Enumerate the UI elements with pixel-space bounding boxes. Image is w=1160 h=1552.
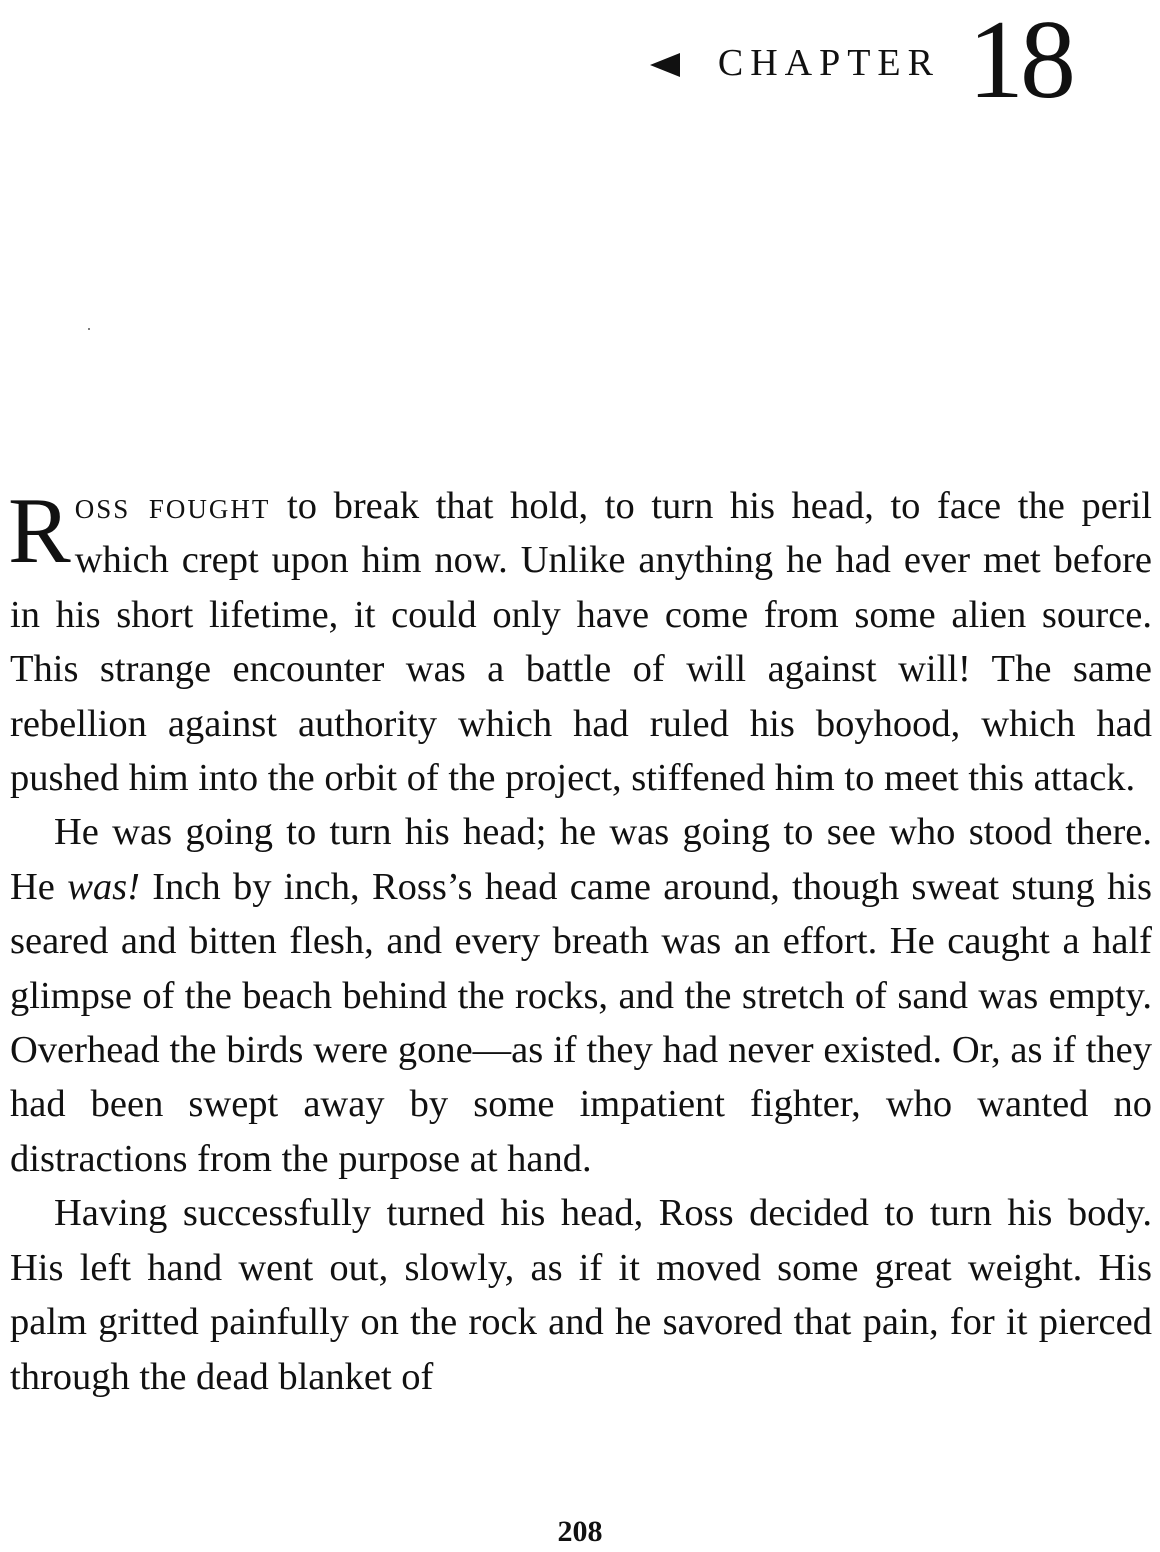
chapter-label: CHAPTER (717, 42, 940, 84)
paragraph-2-text-start: He was going to turn his head; he was going to see who stood there. He (10, 811, 1152, 908)
paragraph-1 (10, 479, 1152, 805)
paragraph-2 (10, 805, 1152, 1186)
stray-ink-dot (88, 328, 90, 330)
paragraph-2-text-end: Inch by inch, Ross’s head came around, though sweat stung his seared and bitten flesh, and every breath was an effort. He caught a half glimpse of the beach behind the rocks, and the stretch of sand was empty. Overhead the birds were gone—as if they had never existed. Or, as if they had been swept away by some impatient fighter, who wanted no distractions from the purpose at hand. (10, 865, 1152, 1180)
opening-smallcaps: oss fought (74, 485, 271, 527)
chapter-heading (650, 0, 1072, 122)
left-arrow-icon (650, 53, 680, 77)
chapter-text (10, 479, 1152, 1404)
paragraph-1-text: to break that hold, to turn his head, to face the peril which crept upon him now. Unlike anything he had ever met before in his short lifetime, it could only have come from some alien source. This strange encounter was a battle of will against will! The same rebellion against authority which had ruled his boyhood, which had pushed him into the orbit of the project, stiffened him to meet this attack. (10, 485, 1152, 800)
chapter-number: 18 (968, 0, 1072, 122)
page-number: 208 (557, 1515, 603, 1548)
drop-cap: R (8, 479, 71, 583)
paragraph-2-italic: was! (67, 865, 140, 908)
paragraph-3: Having successfully turned his head, Ross decided to turn his body. His left hand went out, slowly, as if it moved some great weight. His palm gritted painfully on the rock and he savored that pain, for it pierced through the dead blanket of (10, 1192, 1152, 1398)
